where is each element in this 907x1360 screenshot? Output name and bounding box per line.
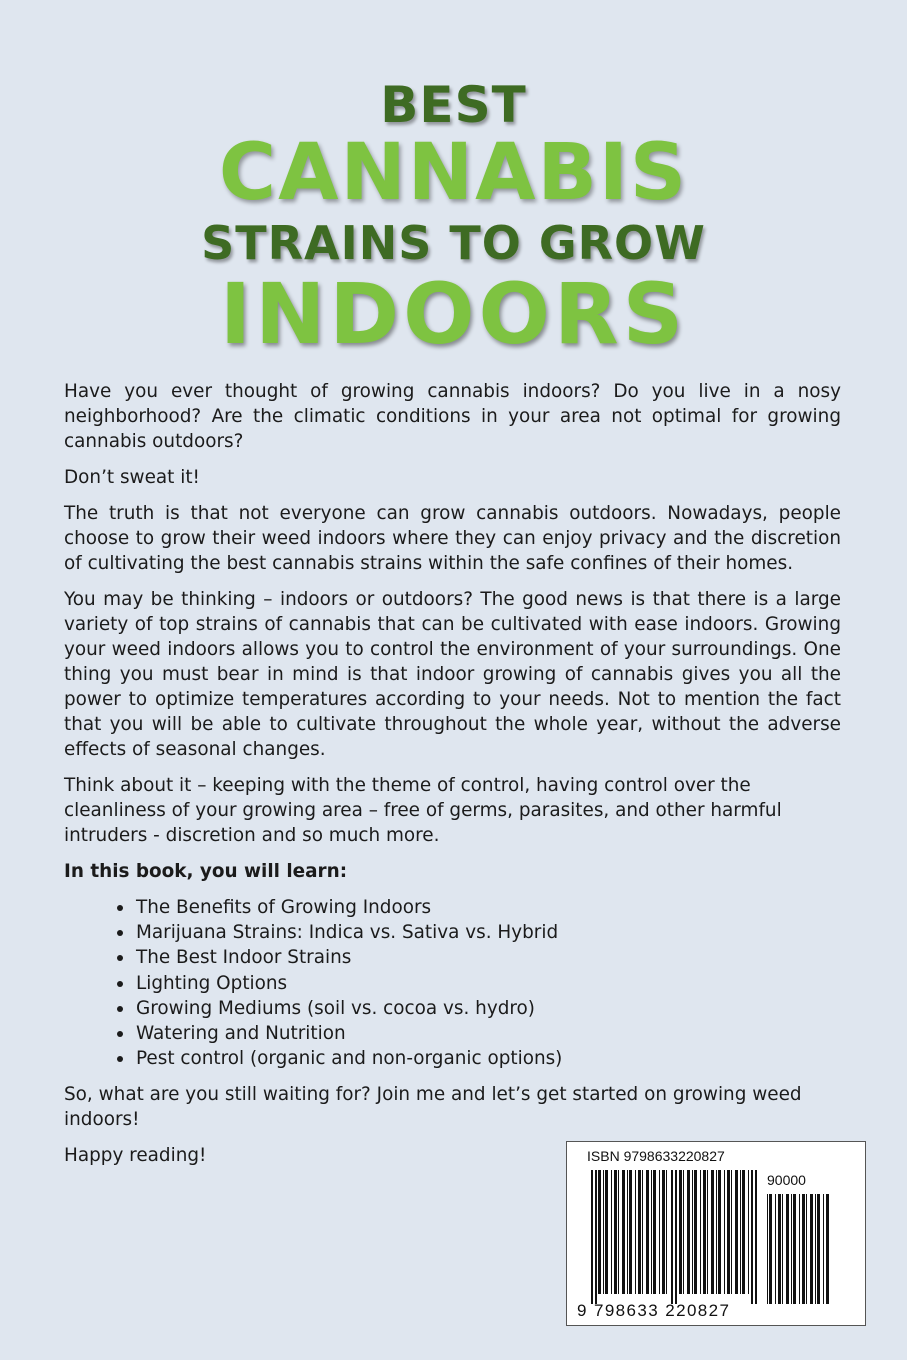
price-code: 90000 [767, 1172, 806, 1188]
description-paragraph: Think about it – keeping with the theme of control, having control over the cleanliness of your growing area – free of germs, parasites, and other harmful intruders - discretion and so much more. [64, 775, 782, 846]
back-cover-description [64, 379, 841, 1179]
description-paragraph: Don’t sweat it! [64, 467, 200, 488]
description-paragraph: Happy reading! [64, 1145, 207, 1167]
title-line-indoors: INDOORS [219, 265, 688, 363]
title-line-cannabis: CANNABIS [218, 128, 689, 218]
description-paragraph: So, what are you still waiting for? Join me and let’s get started on growing weed indoors! [64, 1084, 802, 1131]
isbn-label: ISBN 9798633220827 [587, 1148, 725, 1164]
learn-list-item: Watering and Nutrition [136, 1021, 841, 1046]
learn-list-item: Growing Mediums (soil vs. cocoa vs. hydro) [136, 996, 841, 1021]
learn-list-item: Lighting Options [136, 971, 841, 996]
learn-list-item: The Benefits of Growing Indoors [136, 895, 841, 920]
description-paragraph: Have you ever thought of growing cannabis indoors? Do you live in a nosy neighborhood? Are the climatic conditions in your area not optimal for growing cannabis outdoors? [64, 381, 841, 452]
isbn-barcode [566, 1141, 866, 1326]
learn-list-item: Pest control (organic and non-organic options) [136, 1046, 841, 1071]
cover-title [0, 76, 907, 363]
learn-list-item: The Best Indoor Strains [136, 945, 841, 970]
barcode-bars-icon [567, 1142, 865, 1325]
description-paragraph: You may be thinking – indoors or outdoors? The good news is that there is a large variety of top strains of cannabis that can be cultivated with ease indoors. Growing your weed indoors allows you to control the environment of your surroundings. One thing you must bear in mind is that indoor growing of cannabis gives you all the power to optimize temperatures according to your needs. Not to mention the fact that you will be able to cultivate throughout the whole year, without the adverse effects of seasonal changes. [64, 589, 841, 760]
title-line-strains: STRAINS TO GROW [201, 216, 706, 270]
title-line-best: BEST [380, 76, 527, 134]
ean-digits: 9 798633 220827 [577, 1301, 731, 1320]
learn-heading: In this book, you will learn: [64, 861, 348, 882]
learn-list-item: Marijuana Strains: Indica vs. Sativa vs. Hybrid [136, 920, 841, 945]
description-paragraph: The truth is that not everyone can grow cannabis outdoors. Nowadays, people choose to grow their weed indoors where they can enjoy privacy and the discretion of cultivating the best cannabis strains within the safe confines of their homes. [64, 503, 841, 574]
learn-list [64, 895, 841, 1071]
